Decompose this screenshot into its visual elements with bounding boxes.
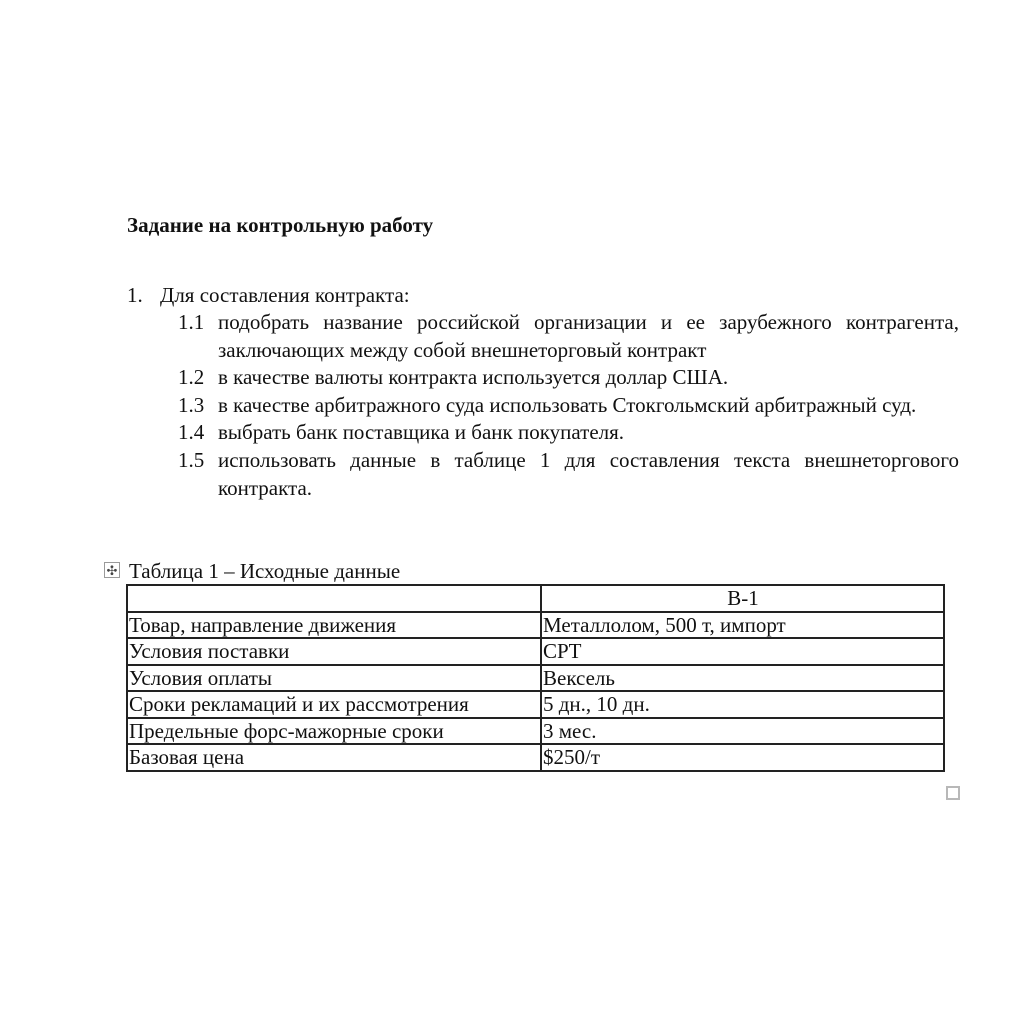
table-header-cell[interactable] [127,585,541,612]
table-row [127,691,944,718]
table-caption: Таблица 1 – Исходные данные [129,559,401,583]
table-move-handle-icon[interactable]: ✣ [104,562,120,578]
sublist-item-1-2 [178,364,959,392]
sublist-item-text: подобрать название российской организации и ее зарубежного контрагента, заключающих между собой внешнеторговый контракт [218,310,959,362]
table-row [127,612,944,639]
table-cell-label[interactable]: Базовая цена [127,744,541,771]
sublist-item-number: 1.5 [178,447,205,472]
table-header-cell[interactable]: В-1 [541,585,944,612]
table-cell-value[interactable]: Вексель [541,665,944,692]
table-cell-value[interactable]: 3 мес. [541,718,944,745]
table-row [127,638,944,665]
sublist-item-text: в качестве арбитражного суда использовать Стокгольмский арбитражный суд. [218,392,917,417]
table-cell-value[interactable]: Металлолом, 500 т, импорт [541,612,944,639]
table-resize-handle-icon[interactable] [946,786,960,800]
sublist-item-text: в качестве валюты контракта используется доллар США. [218,365,729,390]
table-cell-label[interactable]: Условия поставки [127,638,541,665]
sublist-item-number: 1.1 [178,310,205,334]
sublist-item-number: 1.3 [178,392,205,417]
table-cell-label[interactable]: Товар, направление движения [127,612,541,639]
table-row [127,718,944,745]
table-cell-label[interactable]: Предельные форс-мажорные сроки [127,718,541,745]
table-cell-value[interactable]: 5 дн., 10 дн. [541,691,944,718]
sublist-item-1-5 [178,447,959,502]
document-title: Задание на контрольную работу [127,213,434,237]
sublist-item-number: 1.4 [178,420,205,445]
sublist-item-1-4 [178,419,959,447]
sublist [178,309,959,502]
sublist-item-text: использовать данные в таблице 1 для составления текста внешнеторгового контракта. [218,447,959,500]
list-item-number: 1. [127,283,143,307]
sublist-item-text: выбрать банк поставщика и банк покупателя. [218,420,625,445]
list-item-text: Для составления контракта: [160,283,410,307]
sublist-item-number: 1.2 [178,365,205,390]
data-table [126,584,945,772]
table-row [127,665,944,692]
table-cell-value[interactable]: $250/т [541,744,944,771]
table-row [127,744,944,771]
table-cell-label[interactable]: Сроки рекламаций и их рассмотрения [127,691,541,718]
list-item-1 [127,282,410,308]
table-cell-label[interactable]: Условия оплаты [127,665,541,692]
sublist-item-1-1 [178,309,959,364]
sublist-item-1-3 [178,392,959,420]
table-header-row [127,585,944,612]
table-cell-value[interactable]: CPT [541,638,944,665]
